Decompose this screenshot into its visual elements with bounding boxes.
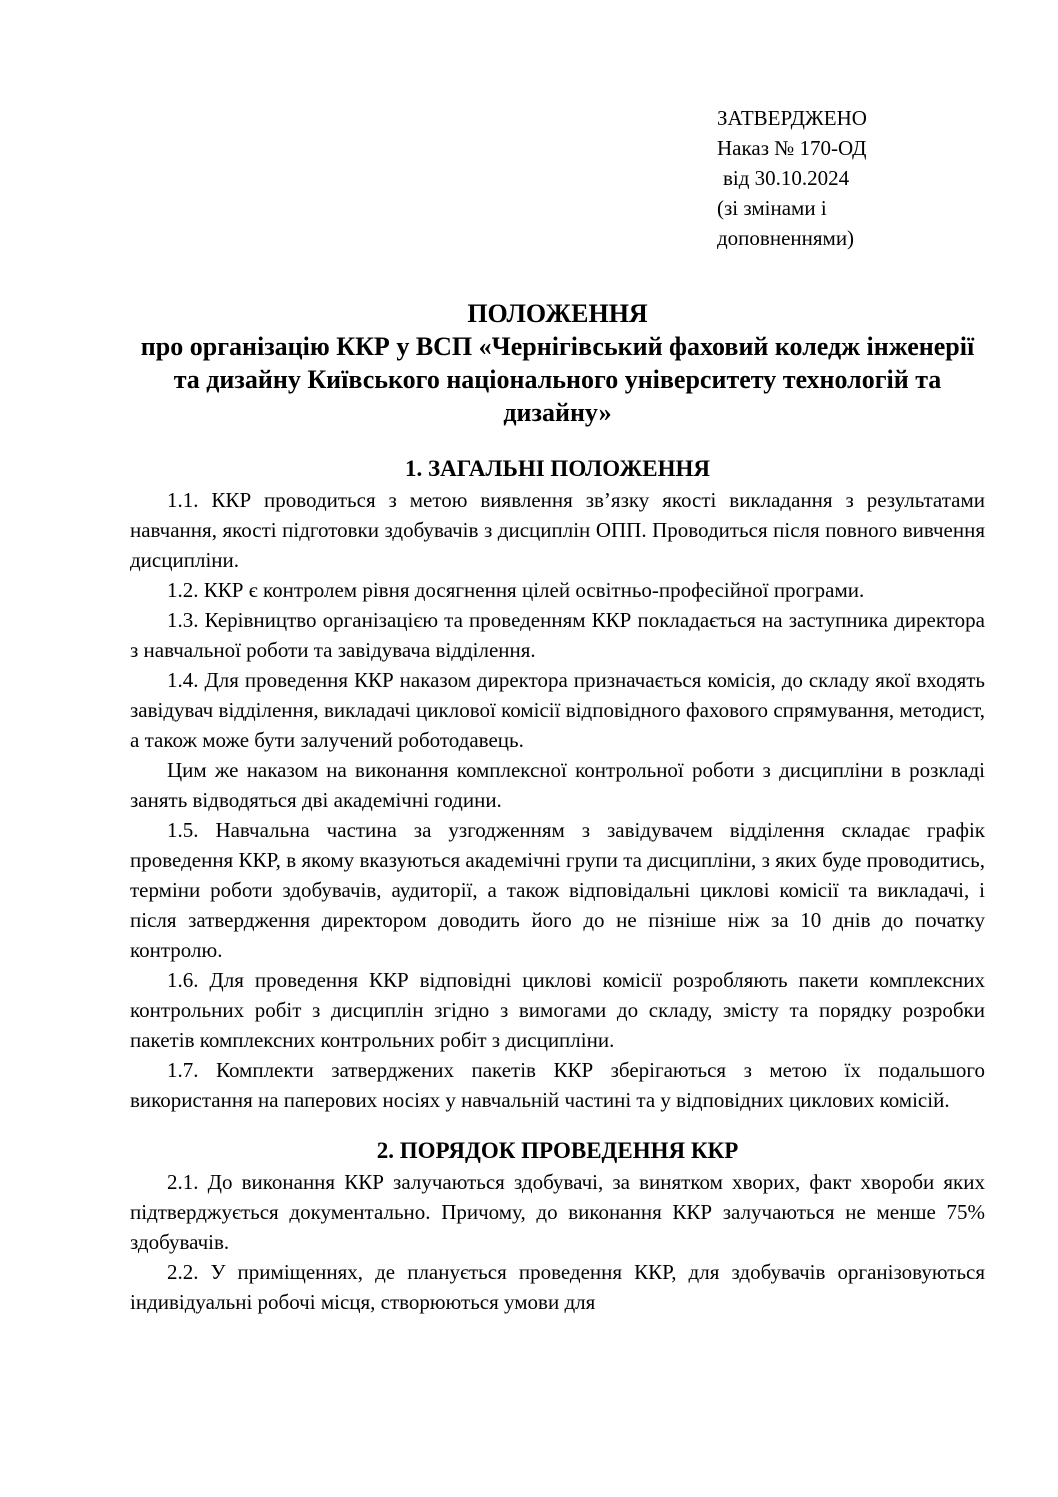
paragraph-1-4: 1.4. Для проведення ККР наказом директора призначається комісія, до складу якої входять завідувач відділення, викладачі циклової комісії відповідного фахового спрямування, методист, а також може бути залучений роботодавець. — [130, 668, 985, 752]
paragraph-2-2: 2.2. У приміщеннях, де планується проведення ККР, для здобувачів організовуються індивідуальні робочі місця, створюються умови для — [130, 1260, 985, 1314]
paragraph-1-6: 1.6. Для проведення ККР відповідні циклові комісії розробляють пакети комплексних контрольних робіт з дисциплін згідно з вимогами до складу, змісту та порядку розробки пакетів комплексних контрольних робіт з дисципліни. — [130, 968, 985, 1052]
approval-order-date: від 30.10.2024 — [723, 166, 850, 190]
section-2-heading: 2. ПОРЯДОК ПРОВЕДЕННЯ ККР — [376, 1138, 739, 1163]
approval-amendments-line-1: (зі змінами і — [717, 196, 827, 220]
section-1-heading: 1. ЗАГАЛЬНІ ПОЛОЖЕННЯ — [405, 456, 710, 481]
title-line-1: ПОЛОЖЕННЯ — [467, 299, 648, 328]
title-line-2: про організацію ККР у ВСП «Чернігівський фаховий коледж інженерії — [140, 332, 975, 361]
paragraph-1-2: 1.2. ККР є контролем рівня досягнення цілей освітньо-професійної програми. — [167, 578, 865, 602]
paragraph-1-7: 1.7. Комплекти затверджених пакетів ККР зберігаються з метою їх подальшого використання на паперових носіях у навчальній частині та у відповідних циклових комісій. — [130, 1058, 985, 1112]
paragraph-1-5: 1.5. Навчальна частина за узгодженням з завідувачем відділення складає графік проведення ККР, в якому вказуються академічні групи та дисципліни, з яких буде проводитись, терміни роботи здобувачів, аудиторії, а також відповідальні циклові комісії та викладачі, і після затвердження директором доводить його до не пізніше ніж за 10 днів до початку контролю. — [130, 818, 985, 962]
paragraph-1-1: 1.1. ККР проводиться з метою виявлення зв’язку якості викладання з результатами навчання, якості підготовки здобувачів з дисциплін ОПП. Проводиться після повного вивчення дисципліни. — [130, 488, 985, 572]
paragraph-1-4-continuation: Цим же наказом на виконання комплексної контрольної роботи з дисципліни в розкладі занять відводяться дві академічні години. — [130, 758, 985, 812]
paragraph-2-1: 2.1. До виконання ККР залучаються здобувачі, за винятком хворих, факт хвороби яких підтверджується документально. Причому, до виконання ККР залучаються не менше 75% здобувачів. — [130, 1170, 985, 1254]
document-title — [130, 297, 985, 429]
title-line-4: дизайну» — [503, 398, 612, 427]
approval-stamp-label: ЗАТВЕРДЖЕНО — [717, 106, 867, 130]
title-line-3: та дизайну Київського національного університету технологій та — [173, 365, 942, 394]
approval-amendments-line-2: доповненнями) — [717, 226, 855, 250]
paragraph-1-3: 1.3. Керівництво організацією та проведенням ККР покладається на заступника директора з навчальної роботи та завідувача відділення. — [130, 608, 985, 662]
approval-block — [717, 103, 985, 253]
approval-order-number: Наказ № 170-ОД — [717, 136, 867, 160]
